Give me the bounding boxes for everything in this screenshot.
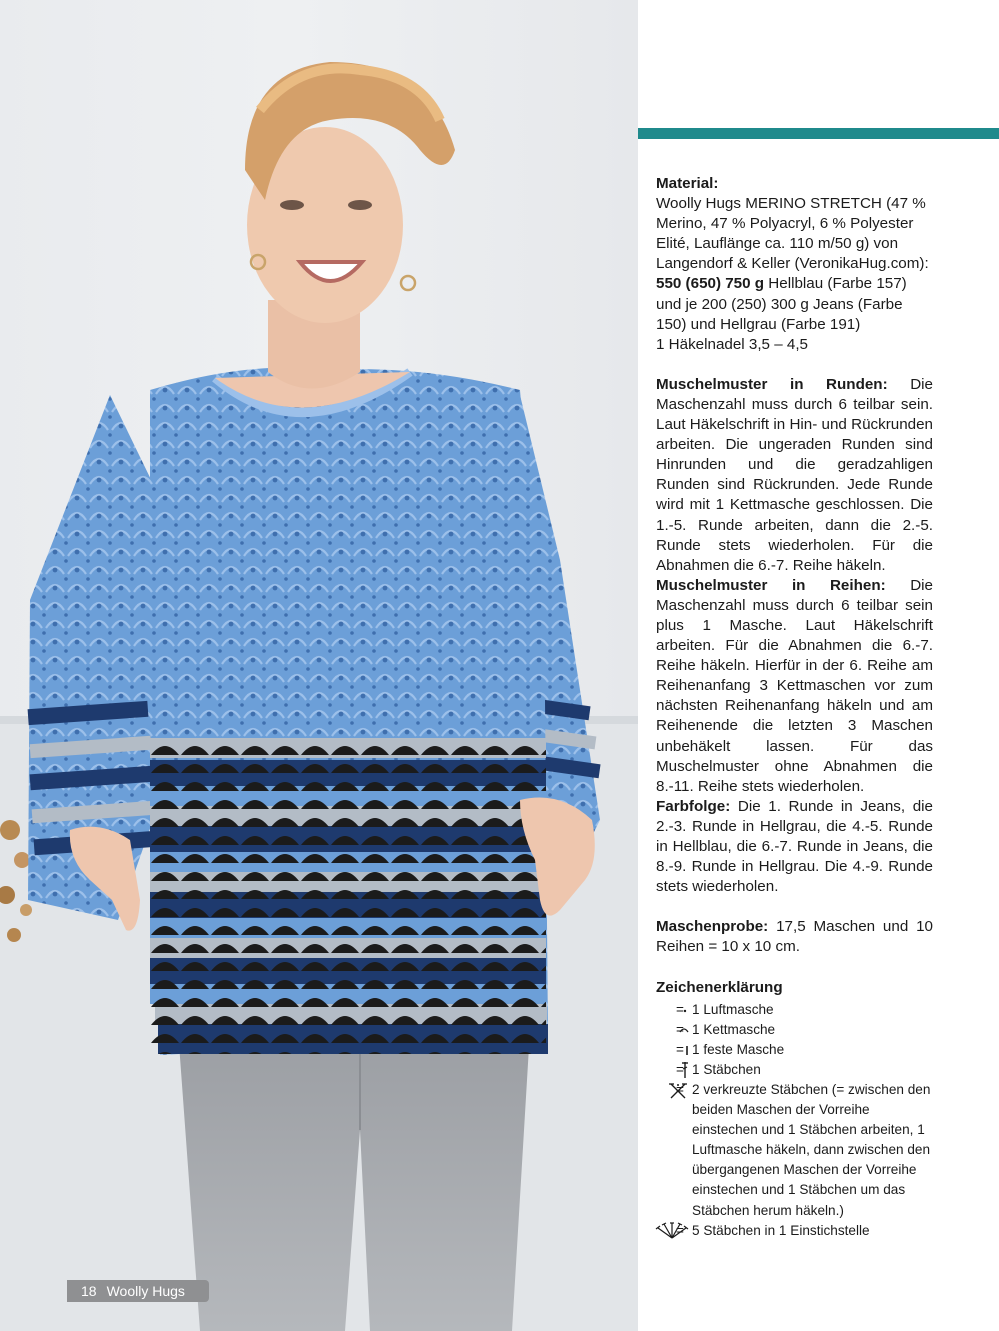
material-line2: Hellblau (Farbe 157) und je 200 (250) 300 g Jeans (Farbe 150) und Hellgrau (Farbe 191)	[656, 275, 907, 333]
symbol-legend	[656, 1000, 933, 1241]
material-section	[656, 174, 933, 355]
pattern-rows-heading: Muschelmuster in Reihen:	[656, 576, 886, 594]
material-line1: Woolly Hugs MERINO STRETCH (47 % Merino, 47 % Polyacryl, 6 % Polyester Elité, Lauflänge ca. 110 m/50 g) von Langendorf & Keller (VeronikaHug.com):	[656, 195, 929, 273]
pattern-rounds-heading: Muschelmuster in Runden:	[656, 375, 888, 393]
color-sequence-text: Die 1. Runde in Jeans, die 2.-3. Runde in Hellgrau, die 4.-5. Runde in Hellblau, die 6.-7. Runde in Jeans, die 8.-9. Runde in Hellgrau. Die 4.-9. Runde stets wiederholen.	[656, 797, 933, 896]
gauge-heading: Maschenprobe:	[656, 918, 769, 936]
legend-item: = 1 feste Masche	[656, 1040, 933, 1060]
legend-item: = 2 verkreuzte Stäbchen (= zwischen den beiden Maschen der Vorreihe einstechen und 1 Stäbchen arbeiten, 1 Luftmasche häkeln, dann zwischen den übergangenen Maschen der Vorreihe einstechen und 1 Stäbchen um das Stäbchen herum häkeln.)	[656, 1080, 933, 1221]
legend-heading: Zeichenerklärung	[656, 979, 783, 997]
pattern-rows-text: Die Maschenzahl muss durch 6 teilbar sein plus 1 Masche. Laut Häkelschrift arbeiten. Für die Abnahmen die 6.-7. Reihe häkeln. Hierfür in der 6. Reihe am Reihenanfang 3 Kettmaschen vor zum nächsten Reihenanfang häkeln und am Reihenende die letzten 3 Maschen unbehäkelt lassen. Für das Muschelmuster ohne Abnahmen die 8.-11. Reihe stets wiederholen.	[656, 576, 933, 795]
legend-item: = 5 Stäbchen in 1 Einstichstelle	[656, 1221, 933, 1241]
material-amount: 550 (650) 750 g	[656, 275, 765, 293]
material-line3: 1 Häkelnadel 3,5 – 4,5	[656, 335, 808, 353]
legend-item: = 1 Luftmasche	[656, 1000, 933, 1020]
material-heading: Material:	[656, 175, 719, 192]
color-sequence-section	[656, 797, 933, 897]
gauge-section	[656, 917, 933, 957]
gauge-text: 17,5 Maschen und 10 Reihen = 10 x 10 cm.	[656, 918, 933, 956]
sweater-stripes	[150, 738, 548, 1054]
legend-item: = 1 Stäbchen	[656, 1060, 933, 1080]
page-number: 18	[81, 1283, 97, 1299]
color-sequence-heading: Farbfolge:	[656, 797, 731, 815]
legend-item: = 1 Kettmasche	[656, 1020, 933, 1040]
page-footer-tag	[67, 1280, 209, 1302]
pattern-rounds-text: Die Maschenzahl muss durch 6 teilbar sein. Laut Häkelschrift in Hin- und Rückrunden arbeiten. Die ungeraden Runden sind Hinrunden und die geradzahligen Runden sind Rückrunden. Jede Runde wird mit 1 Kettmasche geschlossen. Die 1.-5. Runde arbeiten, dann die 2.-5. Runde stets wiederholen. Für die Abnahmen die 6.-7. Reihe häkeln.	[656, 375, 933, 574]
pattern-rounds-section	[656, 375, 933, 576]
magazine-name: Woolly Hugs	[106, 1283, 185, 1299]
accent-bar	[638, 128, 999, 139]
instructions-column	[656, 174, 933, 1241]
pattern-rows-section	[656, 576, 933, 797]
